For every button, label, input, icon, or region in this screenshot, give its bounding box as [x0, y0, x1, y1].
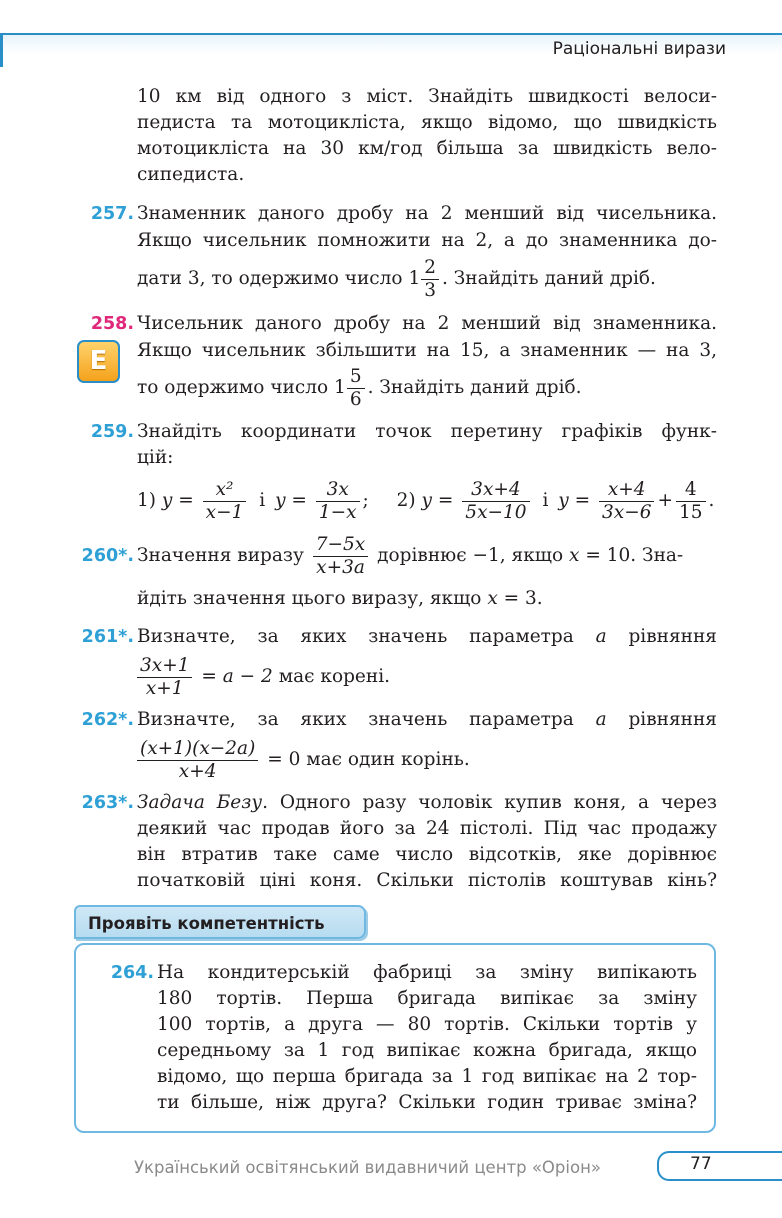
f2-denominator: 1−x — [318, 501, 357, 523]
problem-263-line-2: деякий час продав його за 24 пістолі. Під час продажу — [137, 818, 717, 839]
var-y: y — [275, 490, 286, 511]
problem-261-text: має корені. — [278, 666, 390, 687]
problem-261-text: Визначте, за яких значень параметра — [137, 626, 574, 647]
problem-259-line-2: цій: — [137, 447, 174, 468]
problem-261-text: рівняння — [628, 626, 717, 647]
fraction-f1 — [203, 479, 247, 523]
and-word: і — [542, 490, 549, 511]
f3-denominator: 5x−10 — [465, 501, 527, 523]
problem-262-line-1 — [137, 707, 717, 733]
intro-line-2: педиста та мотоцикліста, якщо відомо, що швидкість — [137, 112, 717, 133]
fraction-262 — [137, 738, 258, 782]
mixed-whole: 1 — [408, 268, 421, 289]
problem-264-line-2: 180 тортів. Перша бригада випікає за зміну — [157, 988, 697, 1009]
problem-261-line-1 — [137, 624, 717, 650]
problem-263-text: . Одного разу чоловік купив коня, а через — [262, 792, 717, 813]
mixed-denominator: 6 — [349, 388, 362, 410]
var-y: y — [558, 490, 569, 511]
problem-263-line-1 — [137, 790, 717, 816]
part-label-1: 1) — [137, 490, 156, 511]
fraction-f2 — [316, 479, 360, 523]
fraction-f4 — [599, 479, 654, 523]
problem-257-text-end: . Знайдіть даний дріб. — [442, 268, 656, 289]
problem-number-259: 259. — [90, 422, 134, 442]
problem-number-257: 257. — [90, 204, 134, 224]
fraction-261 — [137, 655, 192, 699]
problem-262-text: має один корінь. — [306, 749, 470, 770]
problem-258-text-end: . Знайдіть даний дріб. — [367, 377, 582, 398]
mixed-numerator: 2 — [421, 257, 439, 279]
f5-denominator: 15 — [679, 501, 703, 523]
problem-258-text: то одержимо число — [137, 377, 329, 398]
and-word: і — [259, 490, 266, 511]
problem-262-text: рівняння — [628, 709, 717, 730]
fraction-denominator: x+1 — [145, 677, 184, 699]
f1-denominator: x−1 — [205, 501, 244, 523]
mixed-numerator: 5 — [347, 366, 365, 388]
equals-sign: = — [178, 490, 194, 511]
var-y: y — [421, 490, 432, 511]
problem-263-title: Задача Безу — [137, 792, 263, 813]
param-a: a — [595, 626, 607, 647]
fraction-numerator: 3x+1 — [137, 655, 192, 677]
fraction-numerator: 7−5x — [313, 534, 368, 556]
f1-numerator: x² — [203, 479, 247, 501]
equals-sign: = — [437, 490, 454, 511]
problem-264-line-1: На кондитерській фабриці за зміну випікають — [157, 962, 697, 983]
intro-line-3: мотоцикліста на 30 км/год більша за швидкість вело- — [137, 138, 717, 159]
problem-262-text: Визначте, за яких значень параметра — [137, 709, 574, 730]
problem-264-line-6: ти більше, ніж друга? Скільки годин триває зміна? — [157, 1092, 697, 1113]
problem-264-line-4: середньому за 1 год випікає кожна бригада, якщо — [157, 1040, 697, 1061]
var-x: x — [569, 545, 580, 566]
problem-260-text: йдіть значення цього виразу, якщо — [137, 588, 482, 609]
period: . — [708, 490, 715, 511]
problem-number-262: 262*. — [81, 710, 134, 730]
plus-sign: + — [657, 490, 673, 511]
problem-258-line-3 — [137, 361, 717, 415]
f5-numerator: 4 — [676, 479, 706, 501]
problem-258-line-2: Якщо чисельник збільшити на 15, а знаменник — на 3, — [137, 340, 717, 361]
problem-260-line-2 — [137, 586, 717, 612]
problem-257-line-3 — [137, 252, 717, 306]
problem-260-text: = 10. Зна- — [585, 545, 684, 566]
header-edge — [0, 33, 3, 67]
mixed-number-258 — [334, 361, 368, 415]
problem-number-258: 258. — [90, 314, 134, 334]
problem-257-line-2: Якщо чисельник помножити на 2, а до знаменника до- — [137, 230, 717, 251]
fraction-denominator: x+3a — [316, 556, 365, 578]
mixed-whole: 1 — [334, 377, 346, 398]
publisher-footer: Український освітянський видавничий центр «Оріон» — [134, 1158, 601, 1177]
f2-numerator: 3x — [316, 479, 360, 501]
page-number: 77 — [690, 1154, 712, 1174]
mixed-number-257 — [408, 252, 442, 306]
equals-sign: = — [574, 490, 591, 511]
problem-257-line-1: Знаменник даного дробу на 2 менший від чисельника. — [137, 203, 717, 224]
problem-number-263: 263*. — [81, 793, 134, 813]
running-head: Раціональні вирази — [552, 39, 726, 59]
mixed-denominator: 3 — [424, 279, 436, 301]
problem-260-text: дорівнює −1, якщо — [377, 545, 564, 566]
problem-number-261: 261*. — [81, 627, 134, 647]
rhs-expression: = 0 — [267, 749, 301, 770]
problem-number-260: 260*. — [81, 546, 134, 566]
problem-258-line-1: Чисельник даного дробу на 2 менший від знаменника. — [137, 313, 717, 334]
page-number-tab — [657, 1151, 782, 1181]
problem-264-line-3: 100 тортів, а друга — 80 тортів. Скільки тортів у — [157, 1014, 697, 1035]
e-level-icon: E — [77, 340, 120, 383]
f3-numerator: 3x+4 — [462, 479, 529, 501]
problem-260-line-1 — [137, 531, 717, 581]
fraction-f5 — [676, 479, 706, 523]
param-a: a — [595, 709, 607, 730]
rhs-expression: = a − 2 — [201, 666, 273, 687]
fraction-denominator: x+4 — [178, 760, 217, 782]
section-title: Проявіть компетентність — [74, 905, 366, 939]
problem-264-line-5: відомо, що перша бригада за 1 год випікає на 2 тор- — [157, 1066, 697, 1087]
problem-263-line-4: початковій ціні коня. Скільки пістолів коштував кінь? — [137, 870, 717, 891]
problem-259-formulas — [137, 472, 717, 530]
fraction-f3 — [462, 479, 529, 523]
problem-263-line-3: він втратив таке саме число відсотків, яке дорівнює — [137, 844, 717, 865]
problem-number-264: 264. — [110, 963, 154, 983]
fraction-numerator: (x+1)(x−2a) — [137, 738, 258, 760]
part-label-2: 2) — [396, 490, 416, 511]
problem-260-text: = 3. — [503, 588, 543, 609]
problem-260-text: Значення виразу — [137, 545, 304, 566]
var-x: x — [487, 588, 498, 609]
equals-sign: = — [291, 490, 307, 511]
fraction-260 — [313, 534, 368, 578]
problem-261-line-2 — [137, 652, 717, 702]
intro-line-4: сипедиста. — [137, 164, 245, 185]
intro-line-1: 10 км від одного з міст. Знайдіть швидкості велоси- — [137, 86, 717, 107]
f4-numerator: x+4 — [599, 479, 654, 501]
problem-257-text: дати 3, то одержимо число — [137, 268, 403, 289]
f4-denominator: 3x−6 — [602, 501, 652, 523]
problem-259-line-1: Знайдіть координати точок перетину графіків функ- — [137, 421, 717, 442]
problem-262-line-2 — [137, 735, 717, 785]
separator: ; — [362, 490, 369, 511]
var-y: y — [161, 490, 173, 511]
